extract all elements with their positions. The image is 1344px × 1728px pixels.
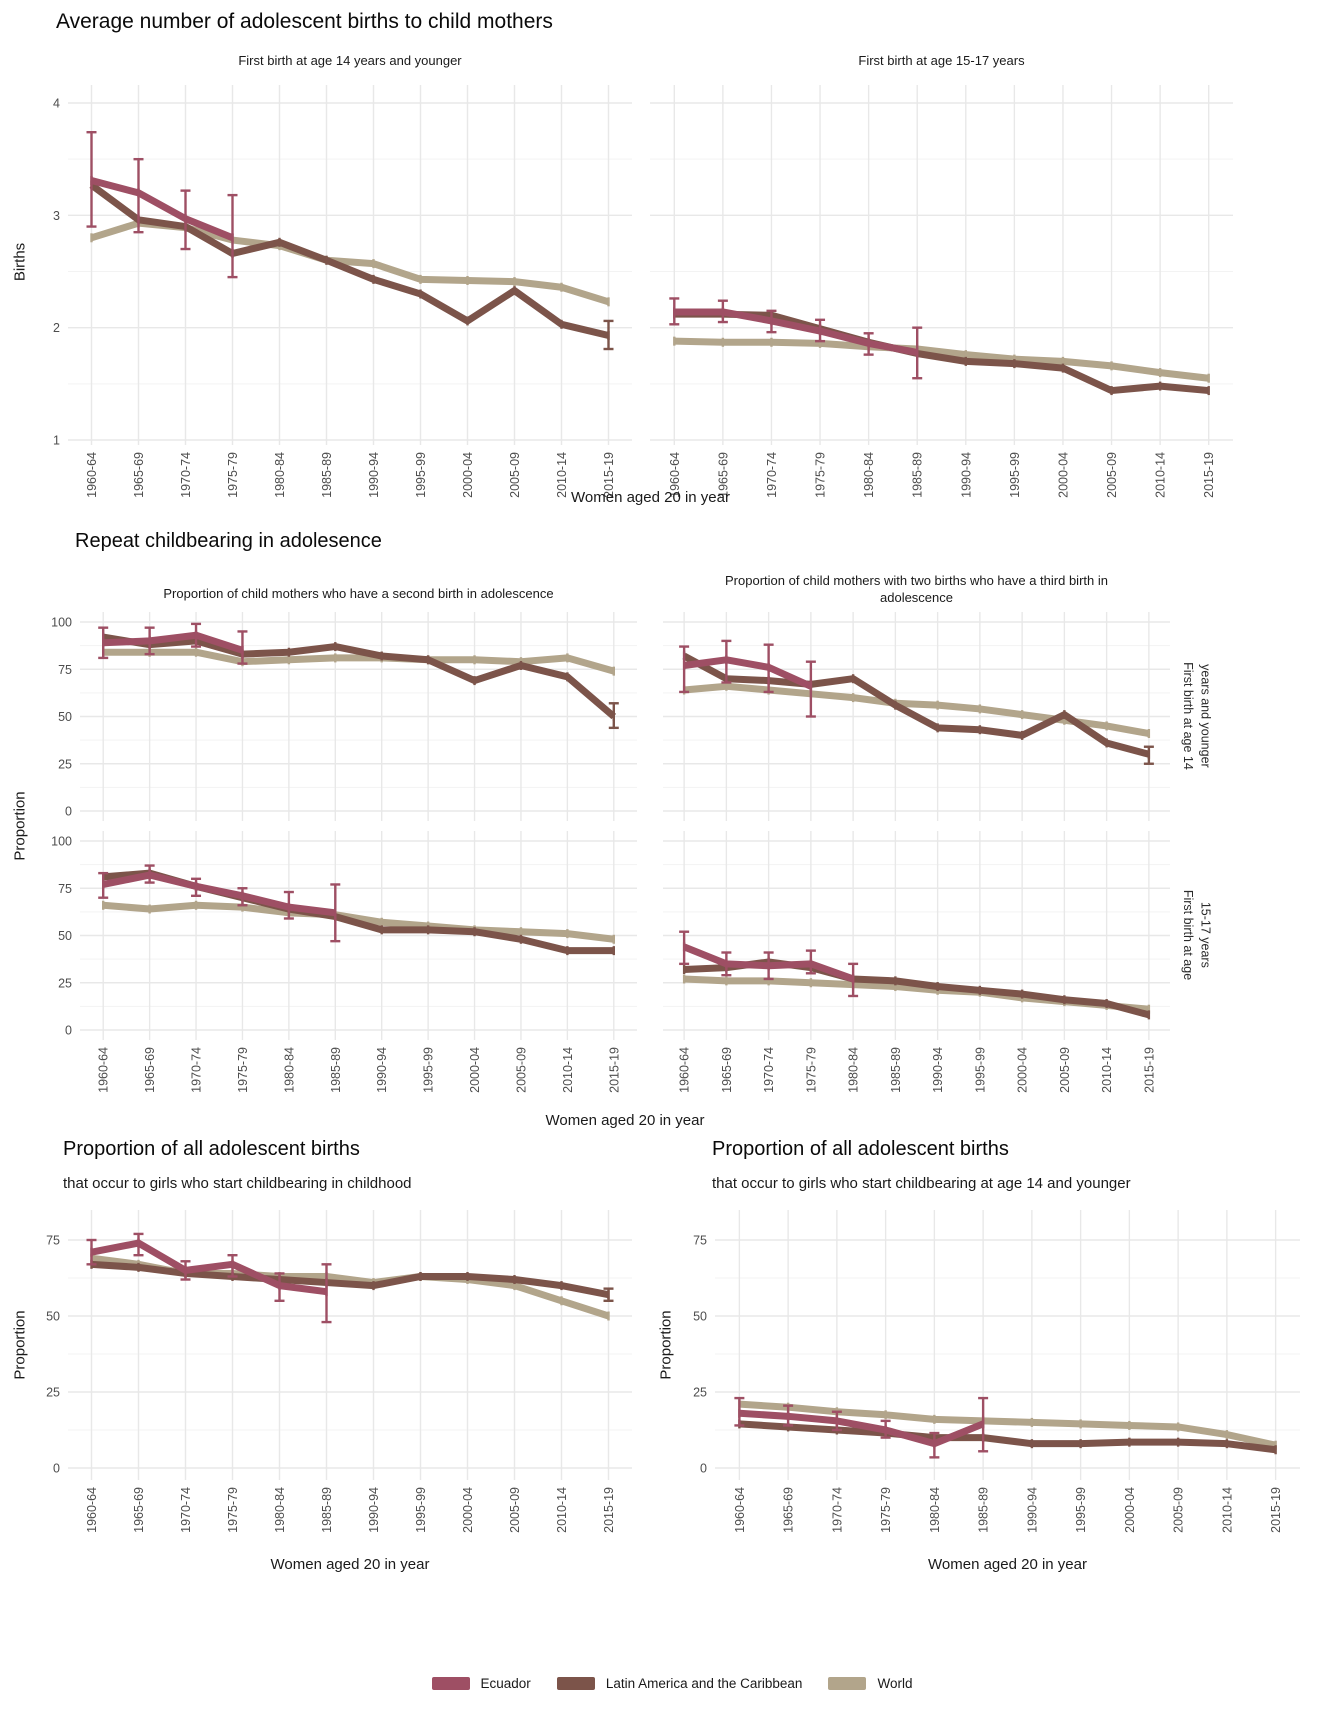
x-tick-label: 1965-69: [716, 452, 731, 498]
x-tick-label: 1975-79: [226, 452, 240, 498]
x-tick-label: 1975-79: [235, 1047, 250, 1093]
x-tick-label: 2000-04: [461, 1487, 475, 1533]
legend-swatch-world: [828, 1677, 866, 1690]
section1-title: Average number of adolescent births to child mothers: [56, 10, 553, 33]
x-axis-title-section2: Women aged 20 in year: [545, 1112, 705, 1129]
y-tick-label: 0: [65, 804, 72, 819]
x-tick-label: 1990-94: [931, 1047, 946, 1093]
x-tick-label: 1960-64: [677, 1047, 692, 1093]
x-tick-label: 2005-09: [1171, 1487, 1186, 1533]
facet-col-title-second-birth: Proportion of child mothers who have a second birth in adolescence: [163, 586, 554, 601]
x-tick-label: 1995-99: [421, 1047, 436, 1093]
x-tick-label: 1970-74: [830, 1487, 845, 1533]
x-tick-label: 1975-79: [226, 1487, 240, 1533]
y-tick-label: 25: [58, 757, 72, 772]
y-tick-label: 50: [58, 710, 72, 724]
facet-row-strip-age-15-17-line2: 15-17 years: [1198, 901, 1213, 969]
x-tick-label: 2015-19: [1269, 1487, 1284, 1533]
x-tick-label: 1960-64: [732, 1487, 747, 1533]
y-tick-label: 4: [53, 96, 60, 111]
y-tick-label: 25: [58, 976, 72, 991]
y-tick-label: 75: [46, 1233, 60, 1248]
x-tick-label: 1995-99: [973, 1047, 988, 1093]
x-tick-label: 1995-99: [1074, 1487, 1089, 1533]
x-tick-label: 1980-84: [282, 1047, 297, 1093]
x-tick-label: 1980-84: [273, 1487, 287, 1533]
y-tick-label: 50: [58, 929, 72, 943]
line-world: [92, 223, 609, 302]
y-tick-label: 1: [53, 433, 60, 448]
x-tick-label: 1970-74: [762, 1047, 777, 1093]
x-tick-label: 1970-74: [179, 1487, 193, 1533]
x-tick-label: 2015-19: [602, 1487, 616, 1533]
facet-row-strip-age-14-line1: First birth at age 14: [1181, 662, 1195, 770]
x-tick-label: 1970-74: [179, 452, 193, 498]
x-axis-title-section3-right: Women aged 20 in year: [928, 1556, 1087, 1573]
y-axis-title-proportion-section2: Proportion: [11, 791, 29, 861]
x-tick-label: 2010-14: [555, 1487, 569, 1533]
y-tick-label: 25: [46, 1385, 60, 1400]
facet-row-strip-age-15-17: [1179, 890, 1214, 980]
x-tick-label: 2000-04: [468, 1047, 483, 1093]
y-tick-label: 50: [693, 1309, 707, 1324]
x-tick-label: 1960-64: [667, 452, 682, 498]
legend-item-ecuador: [432, 1676, 531, 1691]
y-tick-label: 75: [58, 662, 72, 677]
facet-row-strip-age-15-17-line1: First birth at age: [1181, 889, 1195, 981]
section3-left-title: Proportion of all adolescent births: [63, 1138, 360, 1160]
x-tick-label: 1975-79: [813, 452, 828, 498]
x-tick-label: 2005-09: [1057, 1047, 1072, 1093]
y-tick-label: 0: [53, 1461, 60, 1476]
section3-left-subtitle: that occur to girls who start childbearing in childhood: [63, 1175, 412, 1192]
y-tick-label: 2: [53, 321, 60, 336]
x-tick-label: 1965-69: [132, 452, 146, 498]
y-tick-label: 50: [46, 1309, 60, 1324]
x-tick-label: 1985-89: [328, 1047, 343, 1093]
legend-label-latin-america: Latin America and the Caribbean: [605, 1676, 803, 1691]
x-tick-label: 2015-19: [1202, 452, 1217, 498]
x-tick-label: 1990-94: [367, 452, 381, 498]
y-tick-label: 75: [693, 1233, 707, 1248]
x-tick-label: 1985-89: [320, 1487, 334, 1533]
x-tick-label: 1980-84: [273, 452, 287, 498]
x-tick-label: 2005-09: [508, 1487, 522, 1533]
y-tick-label: 25: [693, 1385, 707, 1400]
x-tick-label: 2000-04: [1056, 452, 1071, 498]
x-tick-label: 1990-94: [367, 1487, 381, 1533]
facet-col-title-third-birth: [663, 572, 1170, 606]
x-tick-label: 2000-04: [1015, 1047, 1030, 1093]
facet-row-strip-age-14-line2: years and younger: [1198, 664, 1213, 768]
legend-swatch-latin-america: [557, 1677, 595, 1690]
x-tick-label: 1965-69: [132, 1487, 146, 1533]
x-tick-label: 2005-09: [514, 1047, 529, 1093]
x-axis-title-section1: Women aged 20 in year: [571, 489, 730, 506]
x-tick-label: 2010-14: [560, 1047, 575, 1093]
x-tick-label: 1970-74: [764, 452, 779, 498]
x-tick-label: 1985-89: [910, 452, 925, 498]
legend-item-world: [828, 1676, 912, 1691]
x-tick-label: 1995-99: [1007, 452, 1022, 498]
x-tick-label: 1965-69: [143, 1047, 158, 1093]
x-tick-label: 2015-19: [602, 452, 616, 498]
y-tick-label: 3: [53, 208, 60, 223]
x-tick-label: 1975-79: [879, 1487, 894, 1533]
x-tick-label: 2010-14: [1100, 1047, 1115, 1093]
x-tick-label: 2000-04: [1122, 1487, 1137, 1533]
x-tick-label: 1980-84: [846, 1047, 861, 1093]
facet-col-title-third-birth-line1: Proportion of child mothers with two births who have a third birth in: [725, 573, 1108, 588]
y-axis-title-births: Births: [11, 242, 29, 282]
x-tick-label: 1960-64: [85, 452, 99, 498]
y-tick-label: 0: [65, 1023, 72, 1038]
x-tick-label: 1990-94: [1025, 1487, 1040, 1533]
x-tick-label: 2015-19: [607, 1047, 622, 1093]
x-tick-label: 1960-64: [96, 1047, 111, 1093]
y-tick-label: 0: [700, 1461, 707, 1476]
panel-title-first-birth-14: First birth at age 14 years and younger: [238, 53, 462, 68]
section2-title: Repeat childbearing in adolesence: [75, 530, 382, 552]
legend-item-latin-america: [557, 1676, 803, 1691]
x-tick-label: 1985-89: [320, 452, 334, 498]
x-tick-label: 1965-69: [719, 1047, 734, 1093]
x-tick-label: 2015-19: [1142, 1047, 1157, 1093]
x-tick-label: 1970-74: [189, 1047, 204, 1093]
y-tick-label: 100: [51, 834, 72, 849]
x-tick-label: 1975-79: [804, 1047, 819, 1093]
legend: [0, 1676, 1344, 1691]
panel-title-first-birth-15-17: First birth at age 15-17 years: [858, 53, 1025, 68]
x-tick-label: 2000-04: [461, 452, 475, 498]
x-tick-label: 1960-64: [85, 1487, 99, 1533]
x-tick-label: 2010-14: [1153, 452, 1168, 498]
x-tick-label: 1990-94: [375, 1047, 390, 1093]
y-tick-label: 75: [58, 881, 72, 896]
x-tick-label: 1980-84: [927, 1487, 942, 1533]
x-tick-label: 2005-09: [1105, 452, 1120, 498]
x-tick-label: 1995-99: [414, 452, 428, 498]
facet-row-strip-age-14: [1179, 662, 1214, 770]
x-tick-label: 1965-69: [781, 1487, 796, 1533]
x-tick-label: 1980-84: [862, 452, 877, 498]
section3-right-subtitle: that occur to girls who start childbearing at age 14 and younger: [712, 1175, 1131, 1192]
x-tick-label: 1990-94: [959, 452, 974, 498]
section3-right-title: Proportion of all adolescent births: [712, 1138, 1009, 1160]
x-tick-label: 1985-89: [888, 1047, 903, 1093]
x-tick-label: 2010-14: [555, 452, 569, 498]
x-tick-label: 1995-99: [414, 1487, 428, 1533]
legend-swatch-ecuador: [432, 1677, 470, 1690]
legend-label-ecuador: Ecuador: [480, 1676, 531, 1691]
x-tick-label: 2010-14: [1220, 1487, 1235, 1533]
x-tick-label: 1985-89: [976, 1487, 991, 1533]
x-axis-title-section3-left: Women aged 20 in year: [270, 1556, 430, 1573]
facet-col-title-third-birth-line2: adolescence: [880, 590, 953, 606]
y-axis-title-proportion-section3-right: Proportion: [657, 1310, 675, 1380]
legend-label-world: World: [877, 1676, 913, 1691]
y-axis-title-proportion-section3-left: Proportion: [11, 1310, 29, 1380]
y-tick-label: 100: [51, 615, 72, 630]
x-tick-label: 2005-09: [508, 452, 522, 498]
